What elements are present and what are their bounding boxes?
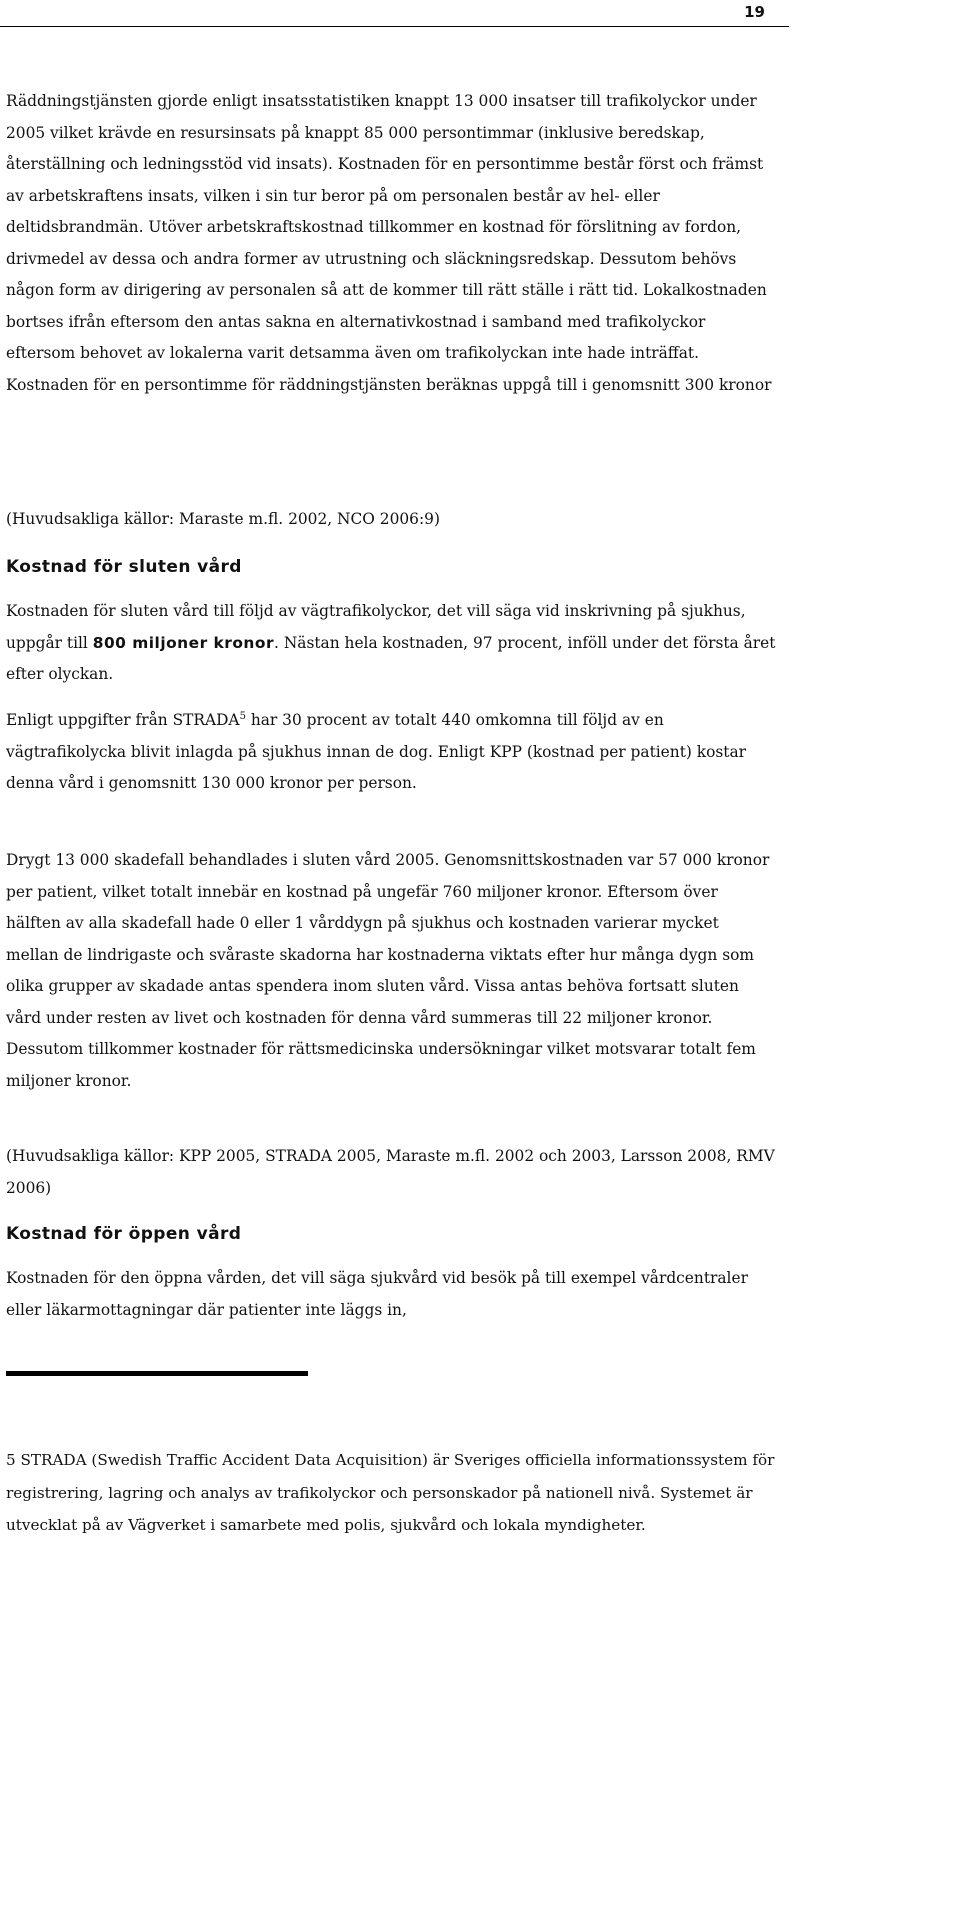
footnote-separator xyxy=(6,1371,308,1376)
footnote-ref: 5 xyxy=(239,710,246,722)
heading-sluten-vard: Kostnad för sluten vård xyxy=(6,557,242,577)
footnote-text: STRADA (Swedish Traffic Accident Data Acquisition) är Sveriges officiella informationssystem för registrering, lagring och analys av trafikolyckor och personskador på nationell nivå. Systemet är utvecklat på av Vägverket i samarbete med polis, sjukvård och lokala myndigheter. xyxy=(6,1451,775,1534)
paragraph-sluten-vard-cost xyxy=(6,596,776,691)
footnote-marker: 5 xyxy=(6,1451,16,1469)
page-number: 19 xyxy=(744,3,765,21)
paragraph-oppen-vard: Kostnaden för den öppna vården, det vill säga sjukvård vid besök på till exempel vårdcentraler eller läkarmottagningar där patienter inte läggs in, xyxy=(6,1269,748,1319)
text-run: . Nästan hela kostnaden, 97 procent, inföll under det första året efter olyckan. xyxy=(6,633,776,683)
heading-oppen-vard: Kostnad för öppen vård xyxy=(6,1224,242,1244)
source-note-1: (Huvudsakliga källor: Maraste m.fl. 2002, NCO 2006:9) xyxy=(6,510,440,528)
text-run: Enligt uppgifter från STRADA xyxy=(6,711,240,729)
paragraph-strada xyxy=(6,705,776,800)
page-header xyxy=(0,0,789,27)
text-run: Kostnaden för sluten vård till följd av vägtrafikolyckor, det vill säga vid inskrivning på sjukhus, uppgår till xyxy=(6,602,746,652)
source-note-2: (Huvudsakliga källor: KPP 2005, STRADA 2005, Maraste m.fl. 2002 och 2003, Larsson 2008, RMV 2006) xyxy=(6,1147,775,1197)
highlight-amount: 800 miljoner kronor xyxy=(92,633,275,652)
text-run: har 30 procent av totalt 440 omkomna till följd av en vägtrafikolycka blivit inlagda på sjukhus innan de dog. Enligt KPP (kostnad per patient) kostar denna vård i genomsnitt 130 000 kronor per person. xyxy=(6,711,746,792)
footnote xyxy=(6,1444,776,1542)
paragraph-raddningstjanst: Räddningstjänsten gjorde enligt insatsstatistiken knappt 13 000 insatser till trafikolyckor under 2005 vilket krävde en resursinsats på knappt 85 000 persontimmar (inklusive beredskap, återställning och ledningsstöd vid insats). Kostnaden för en persontimme består först och främst av arbetskraftens insats, vilken i sin tur beror på om personalen består av hel- eller deltidsbrandmän. Utöver arbetskraftskostnad tillkommer en kostnad för förslitning av fordon, drivmedel av dessa och andra former av utrustning och släckningsredskap. Dessutom behövs någon form av dirigering av personalen så att de kommer till rätt ställe i rätt tid. Lokalkostnaden bortses ifrån eftersom den antas sakna en alternativkostnad i samband med trafikolyckor eftersom behovet av lokalerna varit detsamma även om trafikolyckan inte hade inträffat. Kostnaden för en persontimme för räddningstjänsten beräknas uppgå till i genomsnitt 300 kronor xyxy=(6,92,772,394)
paragraph-skadefall: Drygt 13 000 skadefall behandlades i sluten vård 2005. Genomsnittskostnaden var 57 000 kronor per patient, vilket totalt innebär en kostnad på ungefär 760 miljoner kronor. Eftersom över hälften av alla skadefall hade 0 eller 1 vårddygn på sjukhus och kostnaden varierar mycket mellan de lindrigaste och svåraste skadorna har kostnaderna viktats efter hur många dygn som olika grupper av skadade antas spendera inom sluten vård. Vissa antas behöva fortsatt sluten vård under resten av livet och kostnaden för denna vård summeras till 22 miljoner kronor. Dessutom tillkommer kostnader för rättsmedicinska undersökningar vilket motsvarar totalt fem miljoner kronor. xyxy=(6,851,770,1090)
